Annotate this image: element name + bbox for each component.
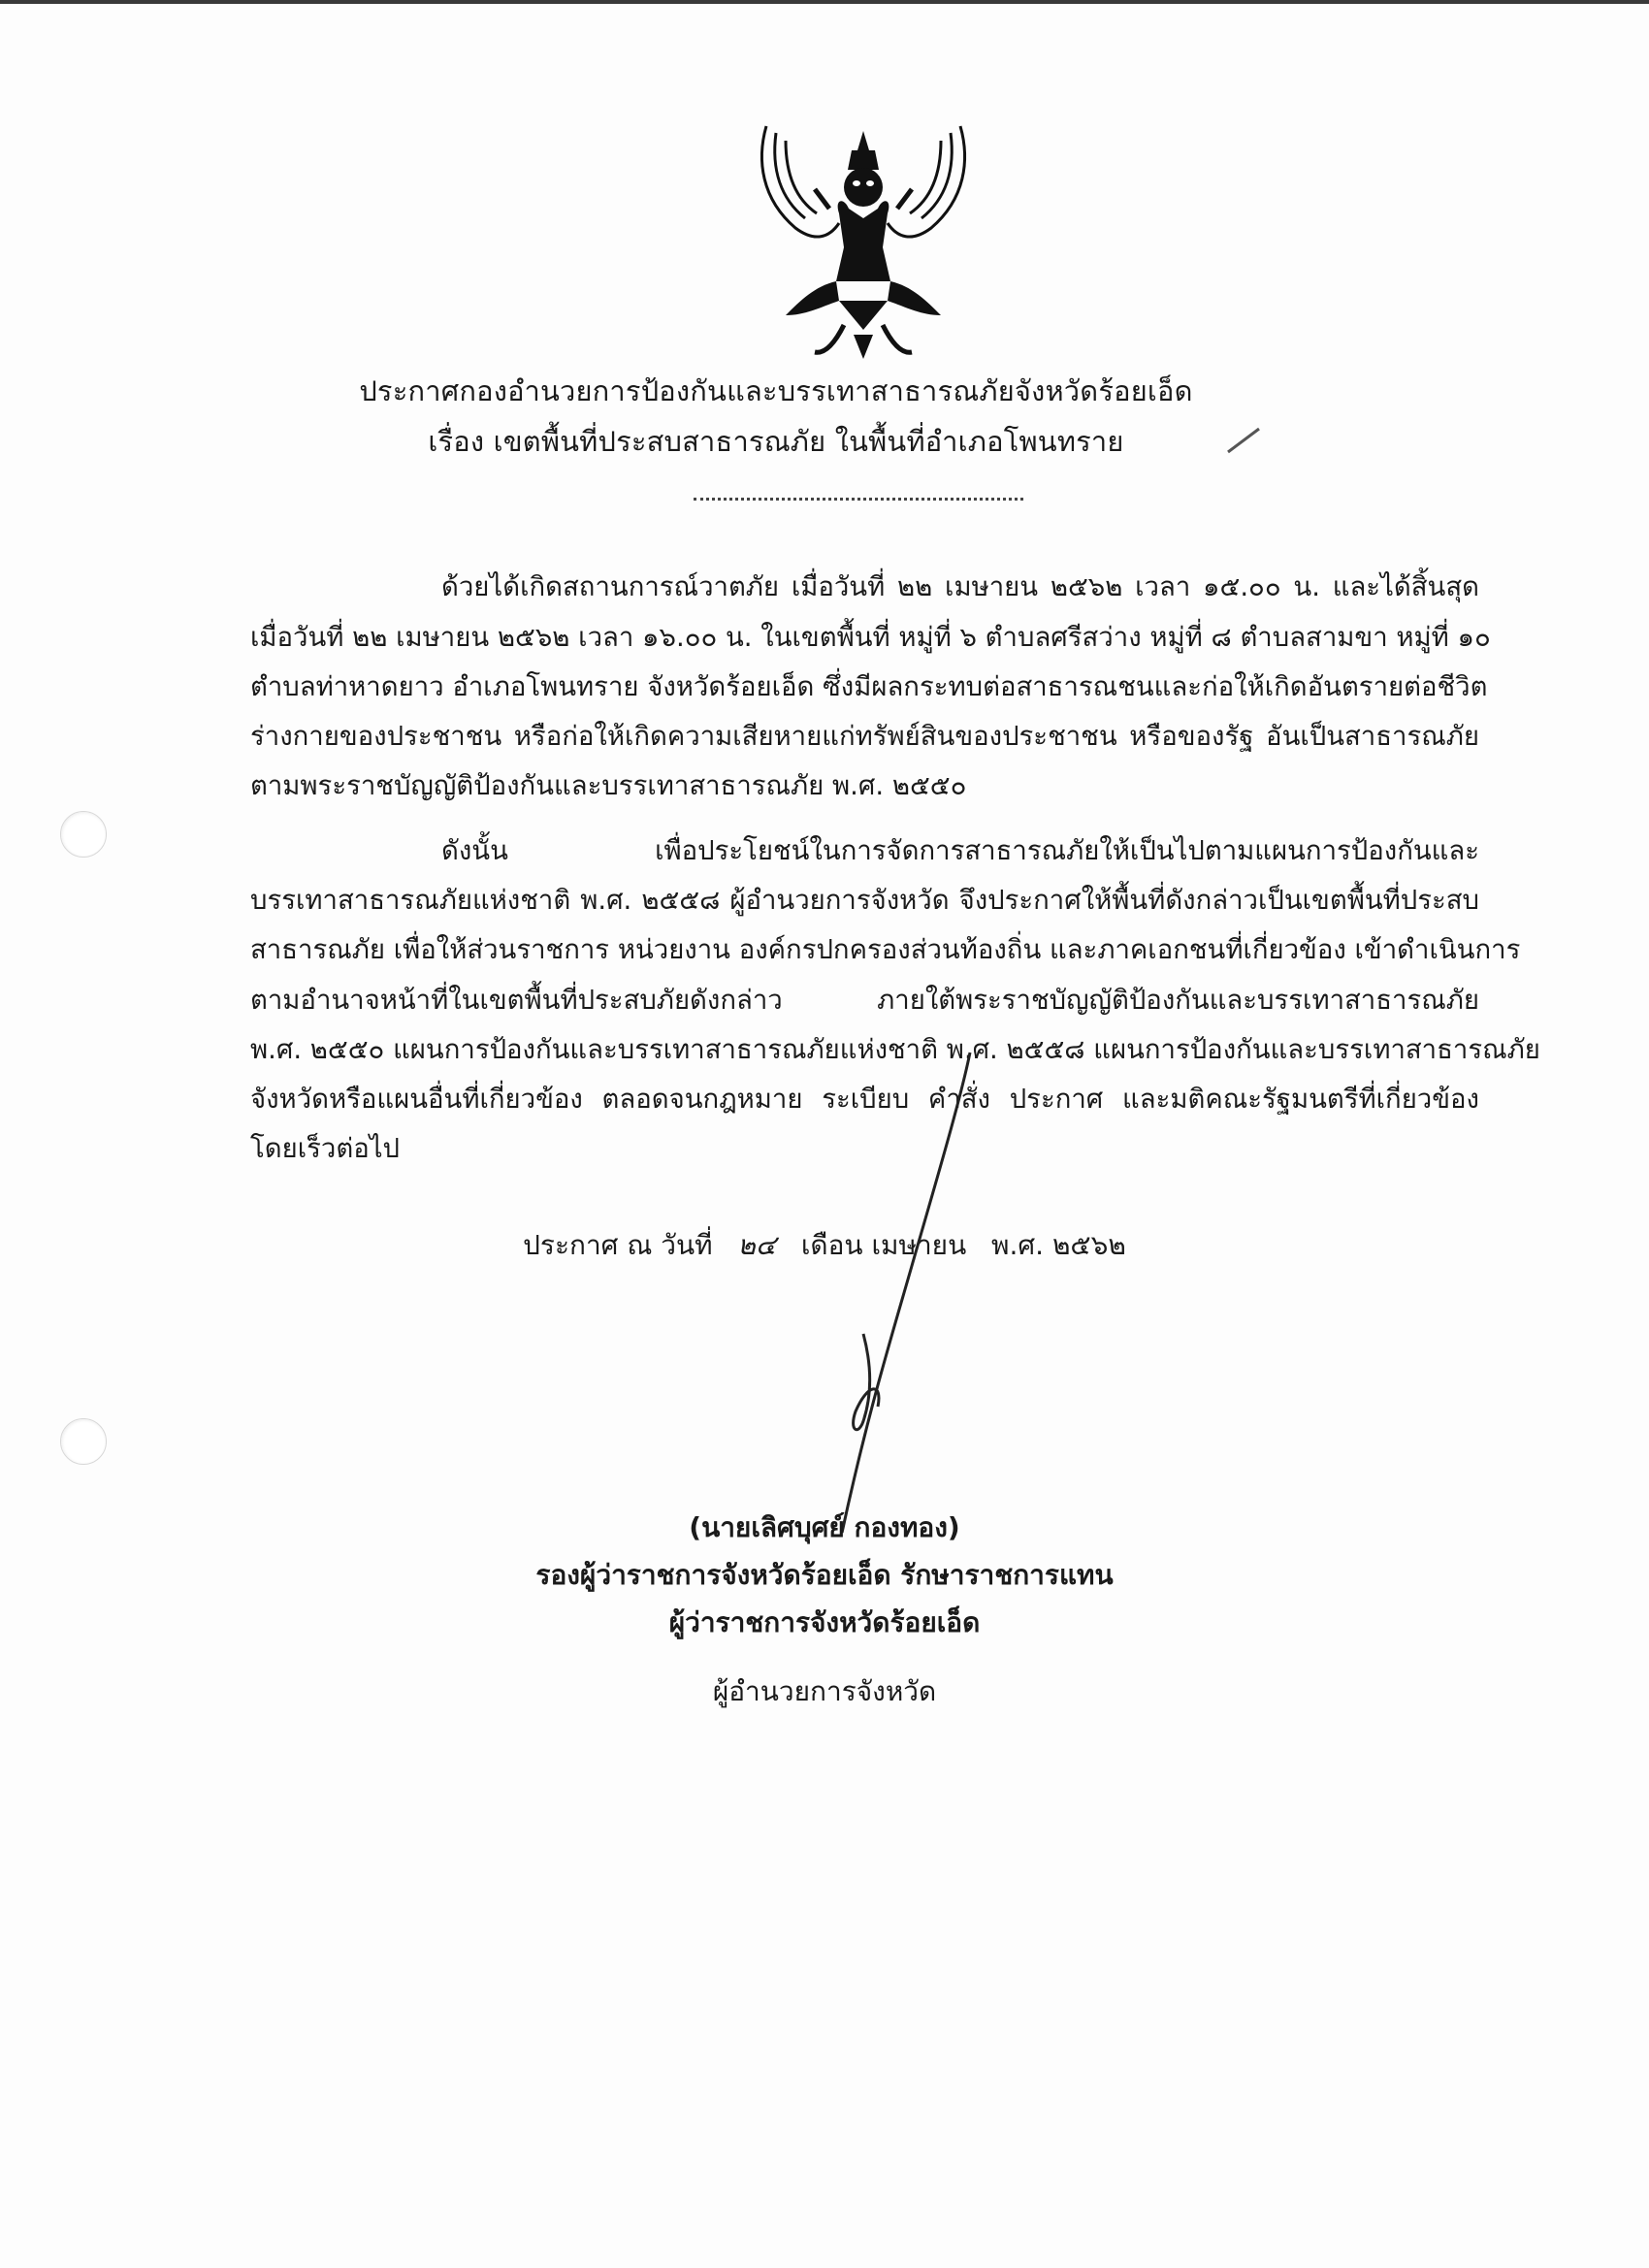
- paragraph-2-line: ตามอำนาจหน้าที่ในเขตพื้นที่ประสบภัยดังกล่าว ภายใต้พระราชบัญญัติป้องกันและบรรเทาสาธารณภัย: [250, 985, 1479, 1016]
- check-mark-icon: [1224, 425, 1263, 454]
- signer-role: ผู้อำนวยการจังหวัด: [712, 1675, 937, 1707]
- scan-top-edge: [0, 0, 1649, 4]
- date-month-label: เดือน: [800, 1229, 863, 1261]
- paragraph-1-line: เมื่อวันที่ ๒๒ เมษายน ๒๕๖๒ เวลา ๑๖.๐๐ น. ในเขตพื้นที่ หมู่ที่ ๖ ตำบลศรีสว่าง หมู่ที่ ๘ ตำบลสามขา หมู่ที่ ๑๐: [250, 622, 1491, 653]
- paragraph-1-line: ด้วยได้เกิดสถานการณ์วาตภัย เมื่อวันที่ ๒๒ เมษายน ๒๕๖๒ เวลา ๑๕.๐๐ น. และได้สิ้นสุด: [441, 571, 1479, 602]
- paragraph-1-line: ตามพระราชบัญญัติป้องกันและบรรเทาสาธารณภัย พ.ศ. ๒๕๕๐: [250, 770, 967, 801]
- paragraph-1-line: ร่างกายของประชาชน หรือก่อให้เกิดความเสียหายแก่ทรัพย์สินของประชาชน หรือของรัฐ อันเป็นสาธารณภัย: [250, 721, 1479, 752]
- paragraph-2-line: ดังนั้น เพื่อประโยชน์ในการจัดการสาธารณภัยให้เป็นไปตามแผนการป้องกันและ: [441, 835, 1479, 866]
- date-month: เมษายน: [871, 1229, 967, 1261]
- punch-hole-lower: [60, 1418, 107, 1465]
- paragraph-2-line: บรรเทาสาธารณภัยแห่งชาติ พ.ศ. ๒๕๕๘ ผู้อำนวยการจังหวัด จึงประกาศให้พื้นที่ดังกล่าวเป็นเขตพื้นที่ประสบ: [250, 885, 1479, 916]
- signer-name: (นายเลิศบุศย์ กองทอง): [689, 1511, 960, 1543]
- signer-position-line-2: ผู้ว่าราชการจังหวัดร้อยเอ็ด: [668, 1606, 981, 1638]
- date-year-label: พ.ศ.: [991, 1229, 1045, 1261]
- paragraph-2-line: จังหวัดหรือแผนอื่นที่เกี่ยวข้อง ตลอดจนกฎหมาย ระเบียบ คำสั่ง ประกาศ และมติคณะรัฐมนตรีที่เกี่ยวข้อง: [250, 1084, 1479, 1115]
- garuda-emblem-icon: [747, 121, 980, 364]
- punch-hole-upper: [60, 811, 107, 858]
- handwritten-signature: [291, 1043, 1358, 1547]
- paragraph-1-line: ตำบลท่าหาดยาว อำเภอโพนทราย จังหวัดร้อยเอ็ด ซึ่งมีผลกระทบต่อสาธารณชนและก่อให้เกิดอันตรายต่อชีวิต: [250, 671, 1488, 702]
- signer-position-line-1: รองผู้ว่าราชการจังหวัดร้อยเอ็ด รักษาราชการแทน: [535, 1559, 1114, 1591]
- date-day-handwritten: ๒๔: [737, 1229, 777, 1261]
- date-prefix: ประกาศ ณ วันที่: [523, 1229, 713, 1261]
- announcement-title: ประกาศกองอำนวยการป้องกันและบรรเทาสาธารณภัยจังหวัดร้อยเอ็ด: [359, 374, 1193, 407]
- paragraph-2-line: สาธารณภัย เพื่อให้ส่วนราชการ หน่วยงาน องค์กรปกครองส่วนท้องถิ่น และภาคเอกชนที่เกี่ยวข้อง เข้าดำเนินการ: [250, 934, 1521, 965]
- date-year: ๒๕๖๒: [1051, 1229, 1126, 1261]
- separator-dotted-line: [694, 492, 1023, 501]
- paragraph-2-line: พ.ศ. ๒๕๕๐ แผนการป้องกันและบรรเทาสาธารณภัยแห่งชาติ พ.ศ. ๒๕๕๘ แผนการป้องกันและบรรเทาสาธารณภัย: [250, 1034, 1540, 1065]
- announcement-subject: เรื่อง เขตพื้นที่ประสบสาธารณภัย ในพื้นที่อำเภอโพนทราย: [428, 425, 1124, 458]
- paragraph-2-line: โดยเร็วต่อไป: [250, 1133, 401, 1164]
- announcement-date: [291, 1224, 1358, 1267]
